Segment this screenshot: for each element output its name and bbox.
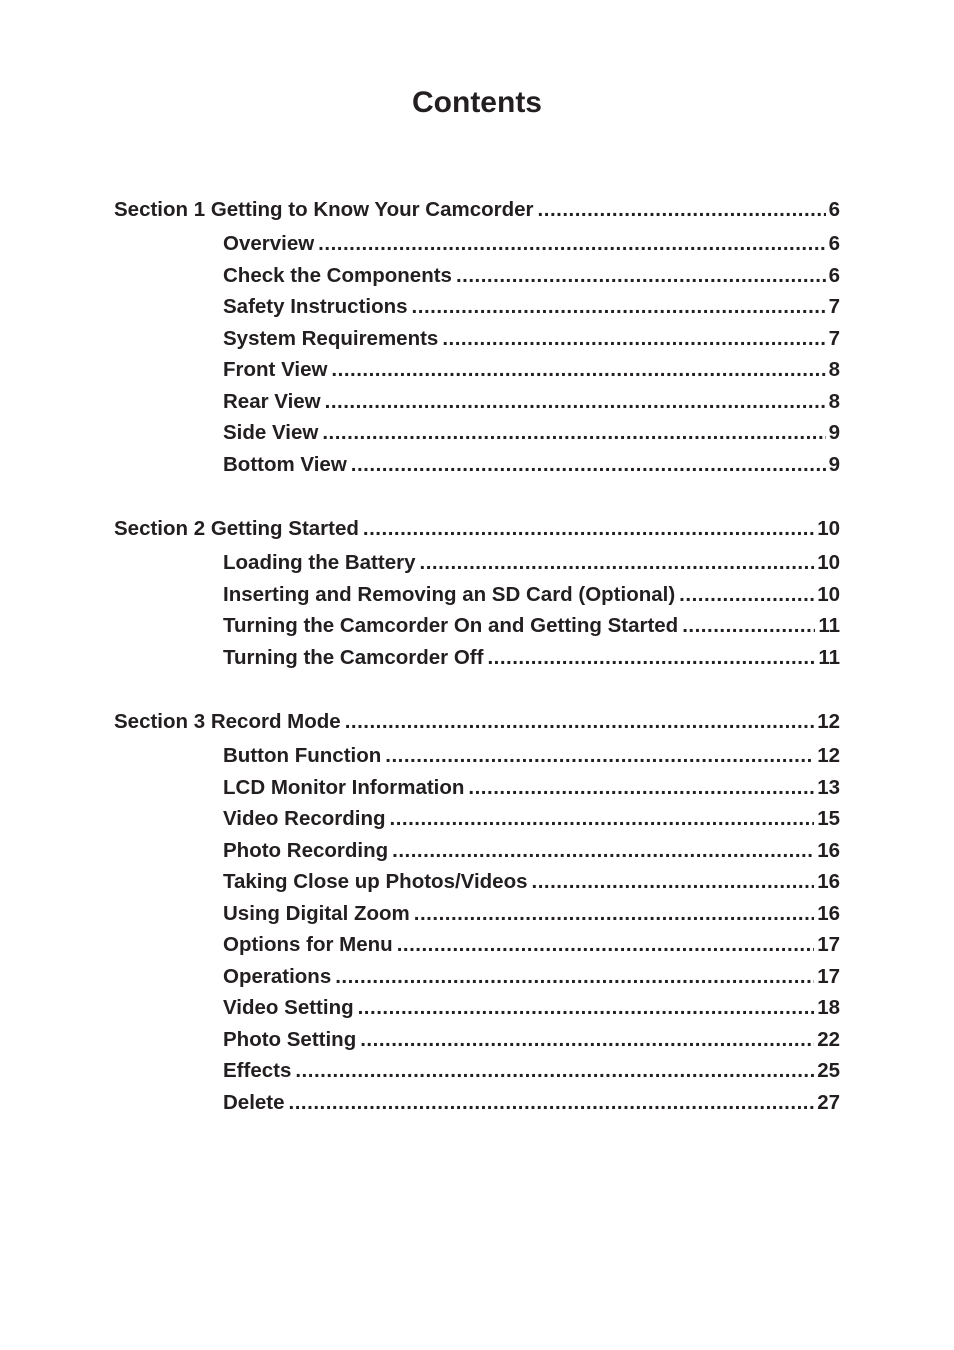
toc-page-number: 11 xyxy=(818,645,840,669)
toc-entry-label: Button Function xyxy=(223,744,382,767)
toc-entry-label: Section 3 Record Mode xyxy=(114,710,341,733)
toc-page-number: 8 xyxy=(828,389,840,413)
toc-entry[interactable] xyxy=(114,291,840,323)
toc-page-number: 17 xyxy=(817,933,840,956)
toc-entry-label: Turning the Camcorder Off xyxy=(223,645,484,669)
toc-leader-dots xyxy=(295,1055,814,1087)
toc-leader-dots xyxy=(351,449,826,481)
toc-leader-dots xyxy=(679,579,814,611)
toc-leader-dots xyxy=(397,929,815,961)
toc-leader-dots xyxy=(318,228,825,260)
toc-entry[interactable] xyxy=(114,260,840,292)
toc-leader-dots xyxy=(412,291,826,323)
toc-page-number: 6 xyxy=(828,263,840,287)
toc-entry-label: Turning the Camcorder On and Getting Started xyxy=(223,614,679,637)
toc-section-3 xyxy=(114,704,840,1118)
toc-entry[interactable] xyxy=(114,642,840,674)
toc-entry-label: Safety Instructions xyxy=(223,295,408,318)
toc-entry-label: Check the Components xyxy=(223,263,452,287)
toc-entry[interactable] xyxy=(114,1024,840,1056)
toc-entry[interactable] xyxy=(114,929,840,961)
toc-page-number: 13 xyxy=(817,775,840,799)
toc-entry[interactable] xyxy=(114,866,840,898)
toc-entry-label: Bottom View xyxy=(223,452,347,476)
toc-leader-dots xyxy=(532,866,815,898)
toc-entry-label: Operations xyxy=(223,964,332,988)
toc-page-number: 11 xyxy=(818,614,840,637)
toc-section-heading[interactable] xyxy=(114,192,840,228)
toc-page-number: 6 xyxy=(828,198,840,221)
toc-entry-label: Section 2 Getting Started xyxy=(114,517,359,540)
toc-entry-label: Photo Recording xyxy=(223,838,389,862)
toc-entry-label: Effects xyxy=(223,1059,292,1082)
toc-page-number: 27 xyxy=(817,1090,840,1114)
toc-entry-label: Section 1 Getting to Know Your Camcorder xyxy=(114,198,534,221)
toc-entry[interactable] xyxy=(114,1055,840,1087)
table-of-contents xyxy=(114,192,840,1149)
toc-section-heading[interactable] xyxy=(114,704,840,740)
toc-entry[interactable] xyxy=(114,547,840,579)
toc-leader-dots xyxy=(414,898,814,930)
toc-page-number: 16 xyxy=(817,838,840,862)
toc-page-number: 9 xyxy=(828,421,840,444)
toc-leader-dots xyxy=(538,192,826,228)
toc-leader-dots xyxy=(325,386,826,418)
toc-entry-label: Options for Menu xyxy=(223,933,393,956)
toc-leader-dots xyxy=(682,610,815,642)
toc-entry-label: System Requirements xyxy=(223,326,439,350)
toc-entry-label: Side View xyxy=(223,421,319,444)
toc-page-number: 25 xyxy=(817,1059,840,1082)
toc-leader-dots xyxy=(331,354,825,386)
toc-entry-label: Overview xyxy=(223,232,315,255)
toc-entry-label: Taking Close up Photos/Videos xyxy=(223,870,528,893)
toc-entry[interactable] xyxy=(114,417,840,449)
toc-leader-dots xyxy=(335,961,814,993)
toc-page-number: 17 xyxy=(817,964,840,988)
toc-page-number: 10 xyxy=(817,551,840,574)
toc-entry[interactable] xyxy=(114,354,840,386)
toc-entry[interactable] xyxy=(114,898,840,930)
toc-entry[interactable] xyxy=(114,835,840,867)
toc-section-1 xyxy=(114,192,840,480)
toc-page-number: 12 xyxy=(817,710,840,733)
toc-leader-dots xyxy=(289,1087,815,1119)
toc-page-number: 8 xyxy=(828,358,840,381)
toc-leader-dots xyxy=(363,511,814,547)
toc-page-number: 15 xyxy=(817,807,840,830)
toc-entry-label: Loading the Battery xyxy=(223,551,416,574)
toc-page-number: 10 xyxy=(817,517,840,540)
toc-entry-label: Delete xyxy=(223,1090,285,1114)
toc-page-number: 22 xyxy=(817,1027,840,1051)
toc-entry[interactable] xyxy=(114,610,840,642)
toc-entry[interactable] xyxy=(114,1087,840,1119)
toc-leader-dots xyxy=(345,704,815,740)
toc-entry[interactable] xyxy=(114,579,840,611)
toc-entry-label: Rear View xyxy=(223,389,321,413)
toc-page-number: 16 xyxy=(817,870,840,893)
toc-leader-dots xyxy=(385,740,814,772)
toc-entry-label: Using Digital Zoom xyxy=(223,901,410,925)
toc-entry[interactable] xyxy=(114,323,840,355)
toc-page-number: 18 xyxy=(817,996,840,1019)
toc-page-number: 10 xyxy=(817,582,840,606)
toc-entry[interactable] xyxy=(114,740,840,772)
toc-page-number: 7 xyxy=(828,295,840,318)
toc-page-number: 16 xyxy=(817,901,840,925)
toc-entry-label: Video Recording xyxy=(223,807,386,830)
toc-entry-label: Front View xyxy=(223,358,328,381)
toc-entry[interactable] xyxy=(114,772,840,804)
toc-entry[interactable] xyxy=(114,228,840,260)
toc-leader-dots xyxy=(456,260,826,292)
toc-leader-dots xyxy=(420,547,815,579)
toc-section-2 xyxy=(114,511,840,673)
toc-entry[interactable] xyxy=(114,961,840,993)
toc-section-heading[interactable] xyxy=(114,511,840,547)
toc-entry-label: LCD Monitor Information xyxy=(223,775,465,799)
toc-leader-dots xyxy=(442,323,825,355)
toc-page-number: 12 xyxy=(817,744,840,767)
toc-leader-dots xyxy=(468,772,814,804)
toc-entry[interactable] xyxy=(114,992,840,1024)
toc-leader-dots xyxy=(392,835,814,867)
toc-leader-dots xyxy=(487,642,815,674)
toc-leader-dots xyxy=(322,417,825,449)
toc-entry[interactable] xyxy=(114,803,840,835)
toc-entry-label: Inserting and Removing an SD Card (Optional) xyxy=(223,582,676,606)
toc-entry[interactable] xyxy=(114,449,840,481)
toc-entry-label: Video Setting xyxy=(223,996,354,1019)
toc-leader-dots xyxy=(360,1024,814,1056)
toc-entry-label: Photo Setting xyxy=(223,1027,357,1051)
toc-leader-dots xyxy=(358,992,815,1024)
toc-entry[interactable] xyxy=(114,386,840,418)
toc-page-number: 7 xyxy=(828,326,840,350)
toc-leader-dots xyxy=(390,803,815,835)
page-title: Contents xyxy=(412,86,542,119)
toc-page-number: 6 xyxy=(828,232,840,255)
toc-page-number: 9 xyxy=(828,452,840,476)
